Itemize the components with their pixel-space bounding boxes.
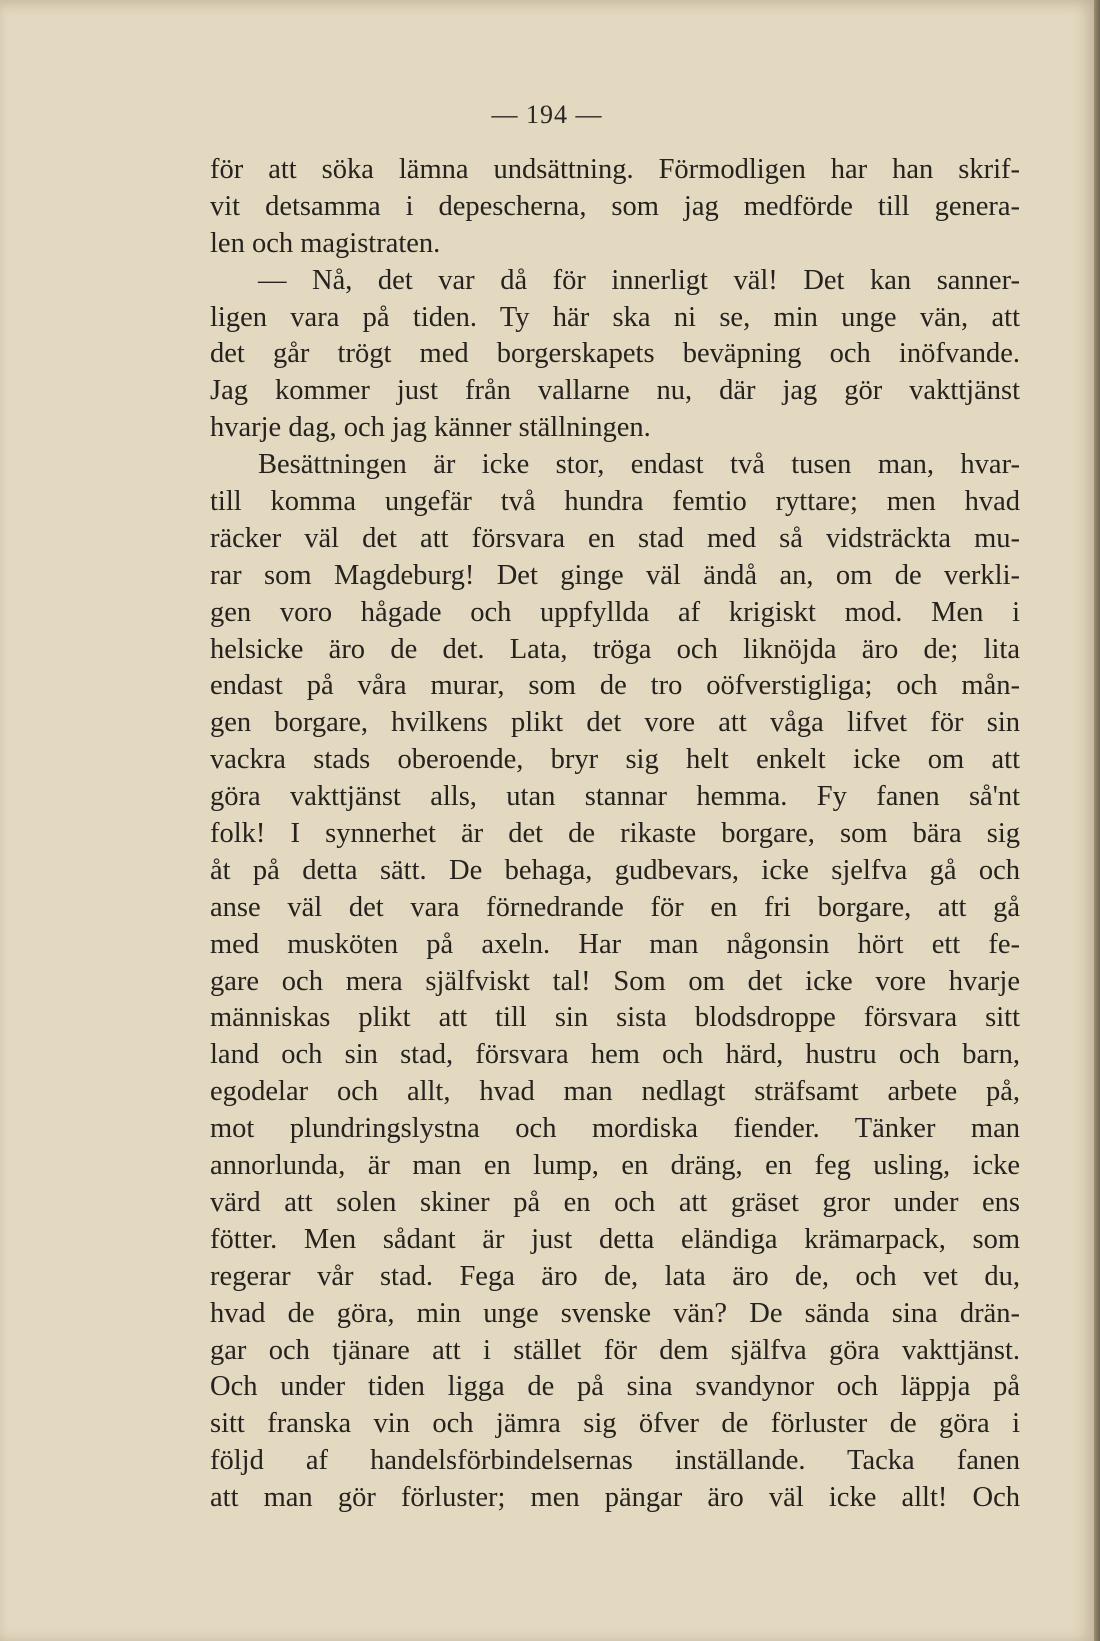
text-line: helsicke äro de det. Lata, tröga och liknöjda äro de; lita [210, 633, 1020, 665]
text-line: människas plikt att till sin sista blodsdroppe försvara sitt [210, 1002, 1020, 1034]
text-line: mot plundringslystna och mordiska fiender. Tänker man [210, 1113, 1020, 1145]
text-line: Jag kommer just från vallarne nu, där jag gör vakttjänst [210, 375, 1020, 407]
text-line: folk! I synnerhet är det de rikaste borgare, som bära sig [210, 818, 1020, 850]
text-line: för att söka lämna undsättning. Förmodligen har han skrif- [210, 154, 1020, 185]
body-text [210, 152, 1020, 1517]
text-line: hvad de göra, min unge svenske vän? De sända sina drän- [210, 1297, 1020, 1329]
text-line: — Nå, det var då för innerligt väl! Det kan sanner- [258, 264, 1020, 296]
text-line: annorlunda, är man en lump, en dräng, en feg usling, icke [210, 1150, 1020, 1182]
text-line: det går trögt med borgerskapets beväpning och inöfvande. [210, 338, 1020, 370]
text-line: med musköten på axeln. Har man någonsin hört ett fe- [210, 928, 1020, 960]
text-line: endast på våra murar, som de tro oöfverstigliga; och mån- [210, 670, 1020, 702]
text-line: åt på detta sätt. De behaga, gudbevars, icke sjelfva gå och [210, 854, 1020, 886]
text-line: gar och tjänare att i stället för dem själfva göra vakttjänst. [210, 1334, 1020, 1366]
text-line: rar som Magdeburg! Det ginge väl ändå an, om de verkli- [210, 559, 1020, 591]
text-line: till komma ungefär två hundra femtio ryttare; men hvad [210, 486, 1020, 518]
text-line: sitt franska vin och jämra sig öfver de förluster de göra i [210, 1408, 1020, 1440]
text-line: Och under tiden ligga de på sina svandynor och läppja på [210, 1371, 1020, 1403]
text-line: fötter. Men sådant är just detta eländiga krämarpack, som [210, 1223, 1020, 1255]
text-line: Besättningen är icke stor, endast två tusen man, hvar- [258, 449, 1020, 481]
text-line: egodelar och allt, hvad man nedlagt sträfsamt arbete på, [210, 1076, 1020, 1108]
text-line: gen borgare, hvilkens plikt det vore att våga lifvet för sin [210, 707, 1020, 739]
page-edge [1094, 0, 1100, 1641]
text-line: land och sin stad, försvara hem och härd, hustru och barn, [210, 1039, 1020, 1071]
text-line: följd af handelsförbindelsernas inställande. Tacka fanen [210, 1445, 1020, 1477]
text-line: värd att solen skiner på en och att gräset gror under ens [210, 1186, 1020, 1218]
page-number: — 194 — [491, 100, 603, 129]
text-line: göra vakttjänst alls, utan stannar hemma. Fy fanen så'nt [210, 781, 1020, 813]
text-line: gare och mera själfviskt tal! Som om det icke vore hvarje [210, 965, 1020, 997]
text-line: anse väl det vara förnedrande för en fri borgare, att gå [210, 891, 1020, 923]
text-line: räcker väl det att försvara en stad med så vidsträckta mu- [210, 522, 1020, 554]
text-line: len och magistraten. [210, 227, 441, 259]
text-line: vit detsamma i depescherna, som jag medförde till genera- [210, 190, 1020, 222]
text-line: vackra stads oberoende, bryr sig helt enkelt icke om att [210, 744, 1020, 776]
text-line: att man gör förluster; men pängar äro väl icke allt! Och [210, 1482, 1020, 1514]
text-line: gen voro hågade och uppfyllda af krigiskt mod. Men i [210, 596, 1020, 628]
text-line: ligen vara på tiden. Ty här ska ni se, min unge vän, att [210, 301, 1020, 333]
text-line: hvarje dag, och jag känner ställningen. [210, 412, 651, 444]
text-line: regerar vår stad. Fega äro de, lata äro de, och vet du, [210, 1260, 1020, 1292]
